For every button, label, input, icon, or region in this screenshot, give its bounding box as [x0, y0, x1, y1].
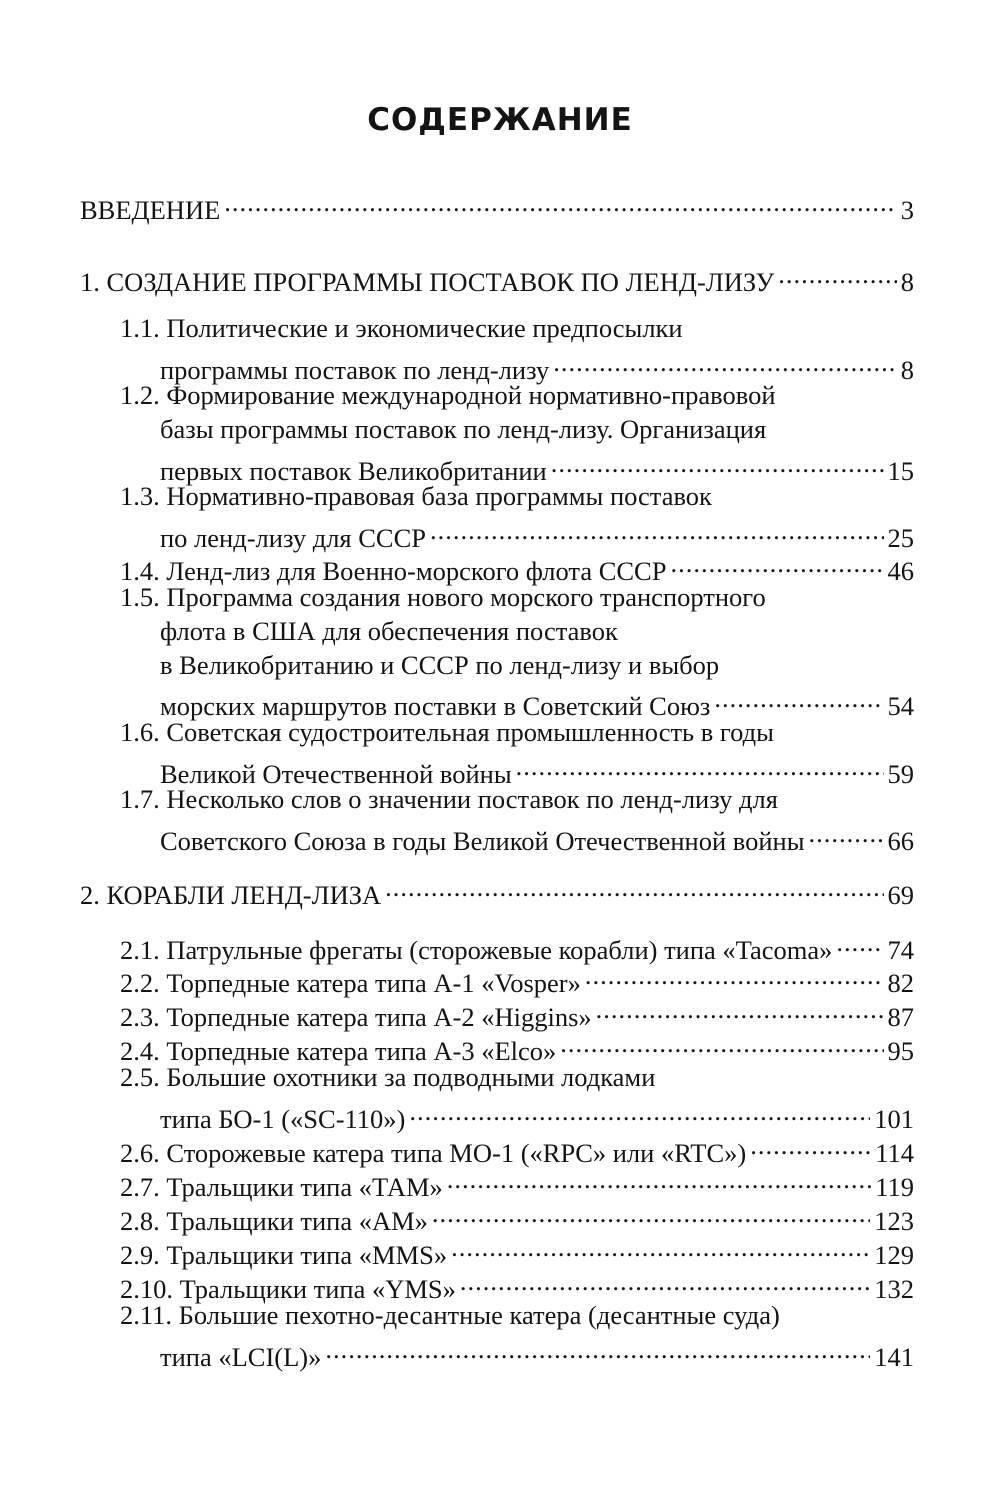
toc-entry-title: 2. КОРАБЛИ ЛЕНД-ЛИЗА: [80, 880, 382, 910]
dot-leader: [432, 1196, 870, 1230]
toc-page-number: 69: [887, 880, 914, 910]
toc-entry-title: 2.2. Торпедные катера типа А-1 «Vosper»: [120, 968, 581, 998]
toc-page-number: 87: [887, 1002, 914, 1032]
toc-entry-title: 2.4. Торпедные катера типа А-3 «Elco»: [120, 1036, 557, 1066]
toc-entry-title: 1.7. Несколько слов о значении поставок по ленд-лизу для: [120, 784, 778, 814]
toc-page-number: 3: [900, 195, 914, 225]
page-title: СОДЕРЖАНИЕ: [367, 102, 633, 138]
dot-leader: [385, 870, 883, 904]
toc-entry-title: типа БО-1 («SC-110»): [160, 1103, 406, 1134]
toc-line: [120, 1298, 780, 1332]
toc-line: [160, 648, 719, 682]
toc-line: [120, 479, 712, 513]
toc-entry-title: 1. СОЗДАНИЕ ПРОГРАММЫ ПОСТАВОК ПО ЛЕНД-ЛИЗУ: [80, 267, 775, 297]
toc-entry-title: типа «LCI(L)»: [160, 1341, 322, 1372]
toc-page-number: 54: [887, 691, 914, 722]
toc-page-number: 8: [900, 354, 914, 385]
toc-line: [120, 715, 774, 749]
toc-page-number: 25: [887, 522, 914, 553]
toc-entry-title: 2.3. Торпедные катера типа А-2 «Higgins»: [120, 1002, 592, 1032]
toc-entry-title: 2.7. Тральщики типа «ТАМ»: [120, 1172, 443, 1202]
toc-line: [120, 1196, 914, 1236]
dot-leader: [809, 816, 884, 850]
toc-line: [80, 257, 914, 297]
dot-leader: [585, 958, 884, 992]
toc-line: [160, 681, 914, 722]
toc-entry-title: Советского Союза в годы Великой Отечественной войны: [160, 825, 805, 856]
toc-line: [80, 870, 914, 910]
toc-entry-title: 2.10. Тральщики типа «YMS»: [120, 1274, 456, 1304]
toc-entry-title: флота в США для обеспечения поставок: [160, 615, 618, 646]
dot-leader: [451, 1230, 870, 1264]
toc-entry-title: первых поставок Великобритании: [160, 455, 547, 486]
dot-leader: [447, 1162, 871, 1196]
toc-line: [120, 1162, 914, 1202]
toc-page-number: 15: [887, 455, 914, 486]
toc-line: [160, 1094, 914, 1134]
toc-line: [120, 378, 776, 412]
dot-leader: [224, 185, 896, 219]
toc-entry-title: 1.6. Советская судостроительная промышленность в годы: [120, 717, 774, 747]
dot-leader: [460, 1264, 870, 1298]
dot-leader: [778, 257, 896, 291]
dot-leader: [560, 1026, 883, 1060]
dot-leader: [596, 992, 884, 1026]
toc-entry-title: 1.5. Программа создания нового морского транспортного: [120, 582, 766, 612]
dot-leader: [836, 925, 883, 959]
dot-leader: [325, 1332, 870, 1366]
toc-entry-title: 2.5. Большие охотники за подводными лодками: [120, 1062, 656, 1092]
toc-page-number: 129: [874, 1240, 914, 1270]
toc-page-number: 66: [887, 825, 914, 856]
toc-line: [160, 1332, 914, 1372]
toc-page-number: 114: [875, 1138, 914, 1168]
toc-line: [120, 1026, 914, 1066]
toc-line: [120, 1264, 914, 1304]
toc-line: [120, 782, 778, 816]
dot-leader: [670, 546, 883, 580]
toc-entry-title: ВВЕДЕНИЕ: [80, 195, 221, 225]
dot-leader: [553, 345, 897, 379]
toc-line: [160, 816, 914, 856]
toc-line: [80, 185, 914, 225]
toc-entry-title: 2.9. Тральщики типа «MMS»: [120, 1240, 448, 1270]
dot-leader: [750, 1128, 871, 1162]
toc-line: [120, 546, 914, 586]
toc-page-number: 8: [900, 267, 914, 297]
toc-entry-title: 1.1. Политические и экономические предпосылки: [120, 313, 683, 343]
toc-line: [160, 749, 914, 789]
toc-page-number: 132: [874, 1274, 914, 1304]
toc-page-number: 46: [887, 556, 914, 586]
toc-line: [120, 925, 914, 965]
toc-line: [120, 1230, 914, 1270]
toc-page-number: 123: [874, 1206, 914, 1236]
toc-entry-title: по ленд-лизу для СССР: [160, 522, 427, 553]
toc-line: [160, 345, 914, 385]
toc-line: [160, 446, 914, 486]
toc-line: [160, 614, 618, 648]
toc-entry-title: 1.2. Формирование международной нормативно-правовой: [120, 380, 776, 410]
toc-entry-title: программы поставок по ленд-лизу: [160, 354, 550, 385]
toc-entry-title: Великой Отечественной войны: [160, 758, 512, 789]
dot-leader: [409, 1094, 870, 1128]
toc-entry-title: 2.8. Тральщики типа «АМ»: [120, 1206, 428, 1236]
toc-line: [120, 958, 914, 998]
toc-page-number: 74: [887, 935, 914, 965]
toc-line: [120, 580, 766, 614]
toc-page-number: 95: [887, 1036, 914, 1066]
toc-line: [120, 311, 683, 345]
toc-entry-title: 2.6. Сторожевые катера типа МО-1 («RPC» или «RTC»): [120, 1138, 747, 1168]
toc-page-number: 119: [875, 1172, 914, 1202]
toc-entry-title: 1.3. Нормативно-правовая база программы поставок: [120, 481, 712, 511]
toc-entry-title: 1.4. Ленд-лиз для Военно-морского флота СССР: [120, 556, 667, 586]
toc-entry-title: 2.1. Патрульные фрегаты (сторожевые корабли) типа «Tacoma»: [120, 935, 833, 965]
toc-line: [160, 513, 914, 553]
toc-line: [160, 412, 766, 446]
toc-entry-title: 2.11. Большие пехотно-десантные катера (десантные суда): [120, 1300, 780, 1330]
dot-leader: [430, 513, 883, 547]
toc-line: [120, 1060, 655, 1094]
toc-line: [120, 1128, 914, 1168]
toc-page-number: 59: [887, 758, 914, 789]
dot-leader: [551, 446, 884, 480]
toc-line: [120, 992, 914, 1032]
toc-entry-title: в Великобританию и СССР по ленд-лизу и выбор: [160, 649, 720, 680]
toc-entry-title: базы программы поставок по ленд-лизу. Организация: [160, 413, 767, 444]
dot-leader: [516, 749, 884, 783]
toc-page-number: 82: [887, 968, 914, 998]
toc-entry-title: морских маршрутов поставки в Советский Союз: [160, 691, 711, 722]
dot-leader: [714, 681, 883, 715]
toc-page-number: 101: [874, 1103, 914, 1134]
toc-page-number: 141: [874, 1341, 914, 1372]
